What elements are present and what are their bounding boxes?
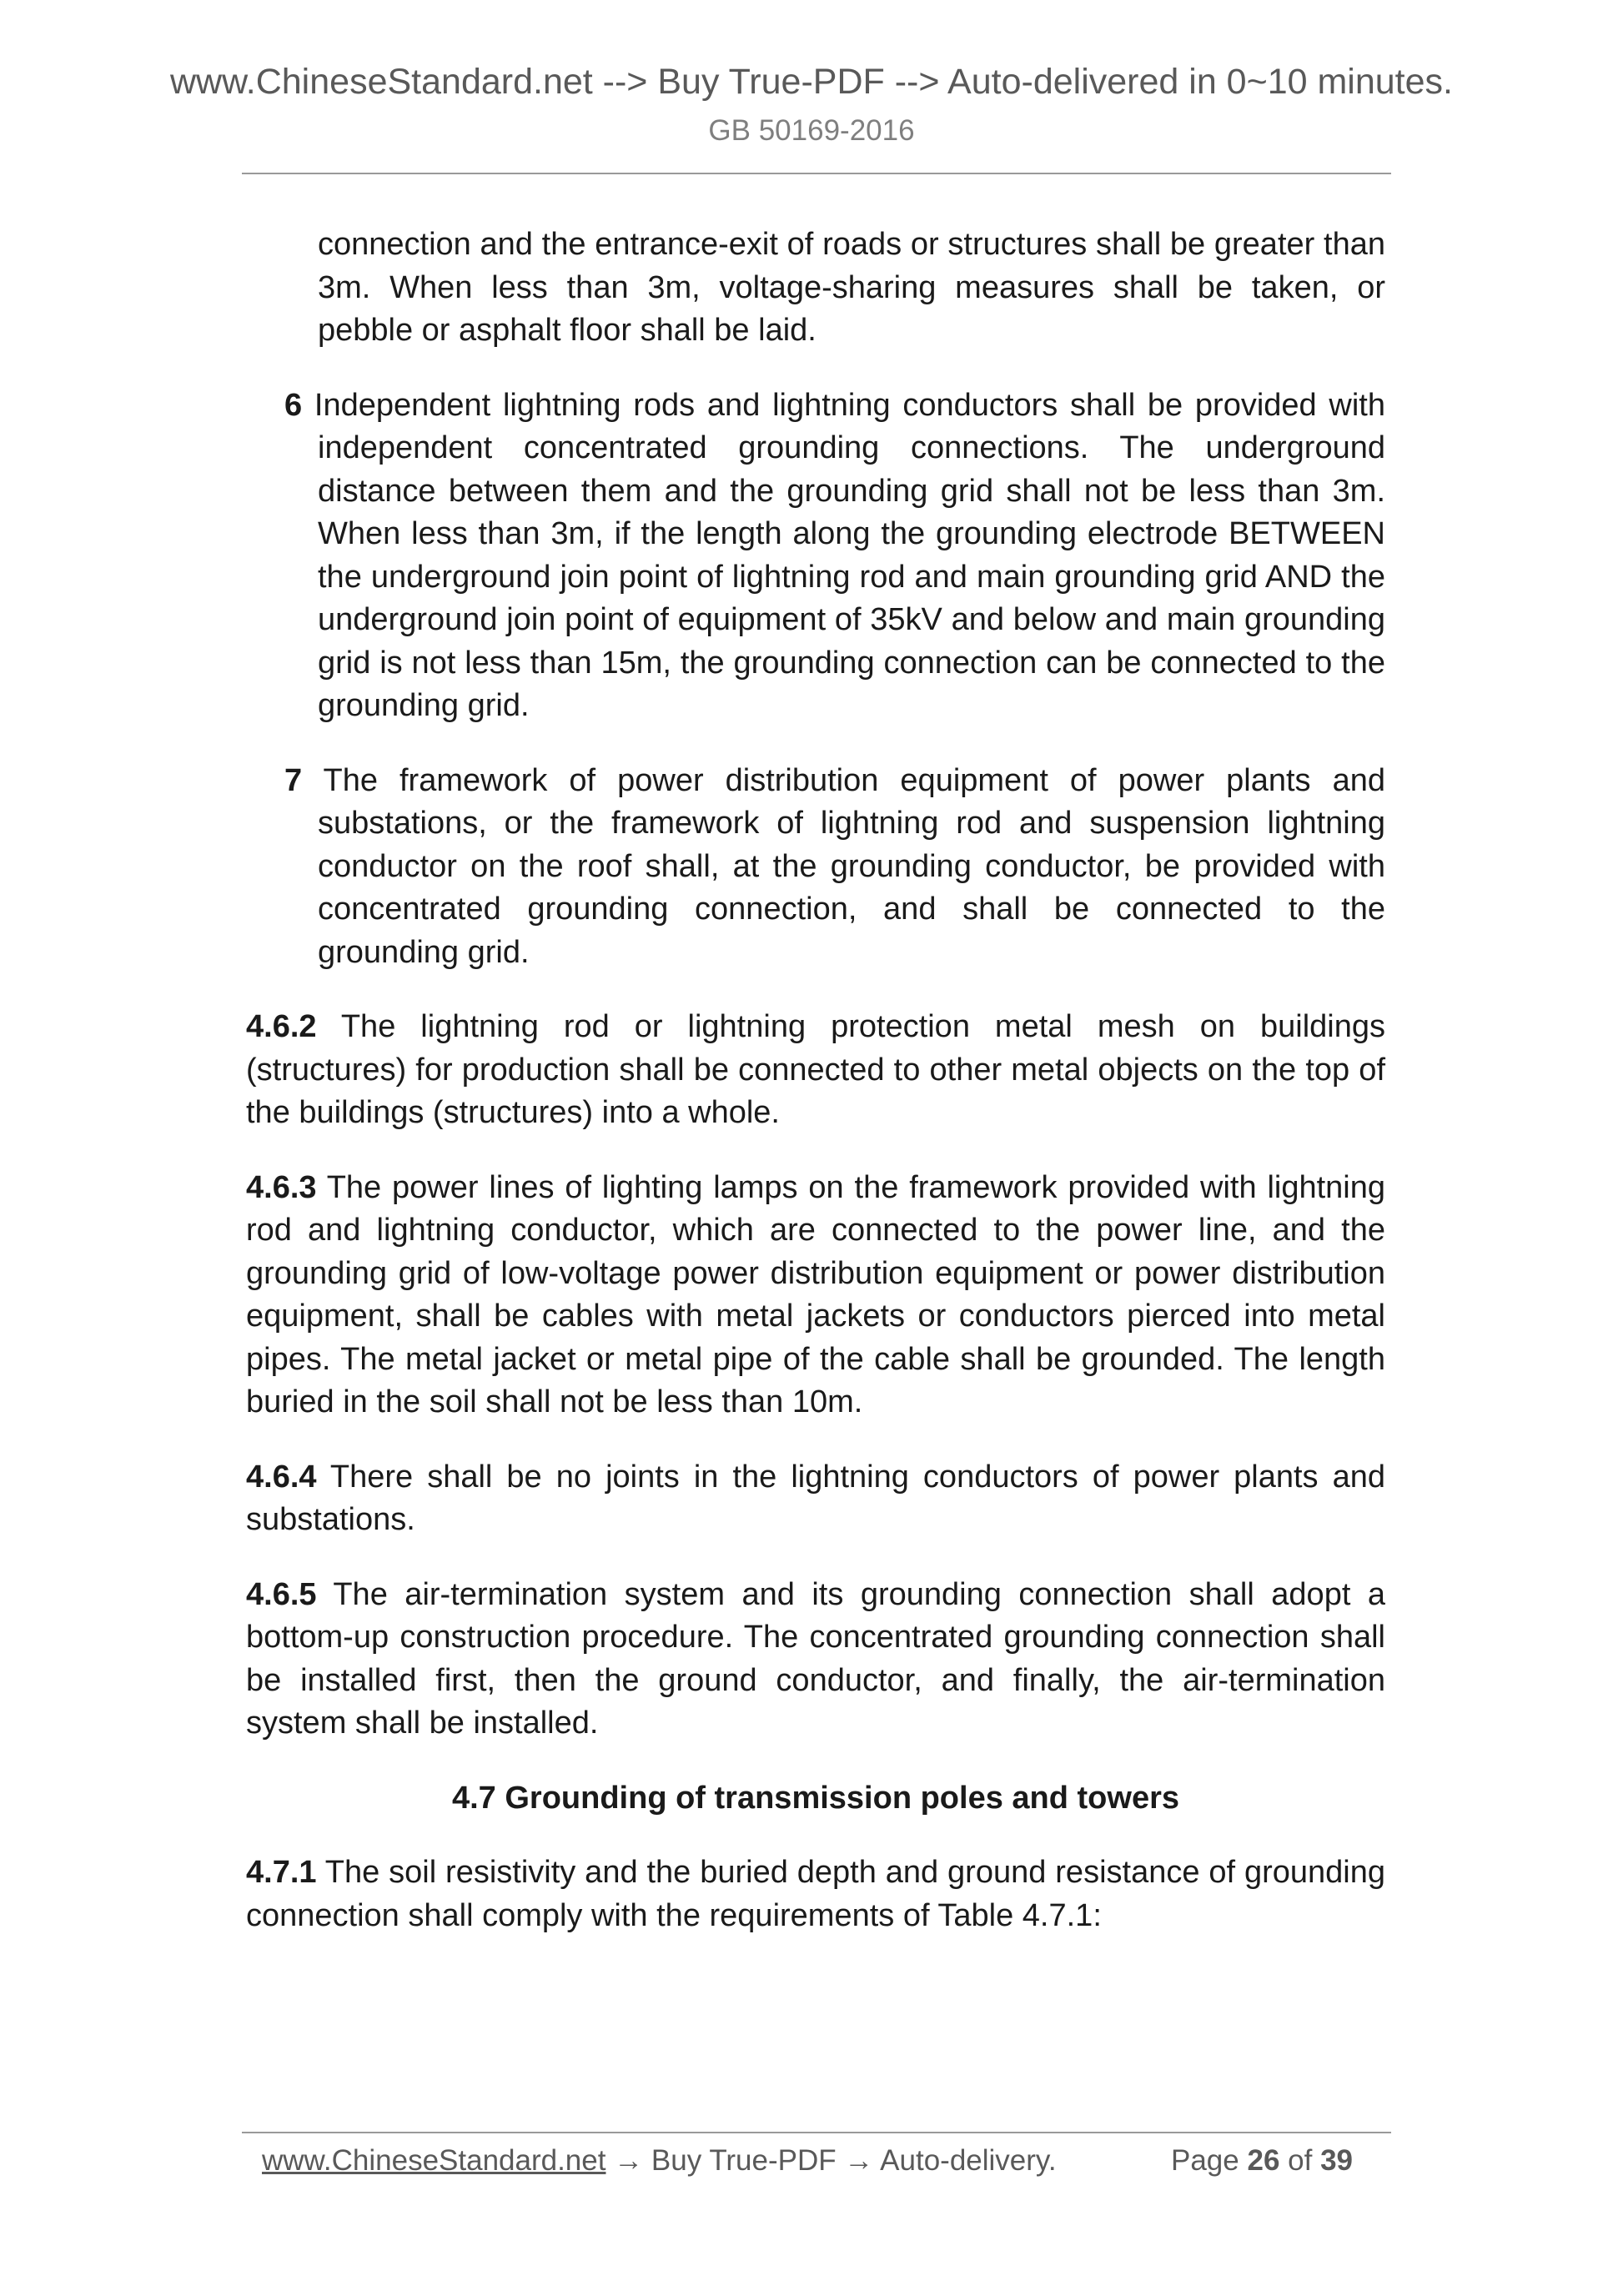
header-banner-text: www.ChineseStandard.net --> Buy True-PDF --> Auto-delivered in 0~10 minutes. (169, 62, 1453, 102)
page-header (0, 58, 1623, 150)
clause-4-7-1 (246, 1851, 1385, 1937)
list-item-6 (246, 384, 1385, 728)
item-number: 7 (284, 762, 303, 798)
of-label: of (1288, 2144, 1313, 2177)
clause-4-6-2 (246, 1006, 1385, 1135)
section-title: 4.7 Grounding of transmission poles and towers (451, 1780, 1179, 1816)
page-indicator (1171, 2136, 1353, 2186)
clause-4-6-5 (246, 1574, 1385, 1746)
clause-text: The power lines of lighting lamps on the framework provided with lightning rod and lightning conductor, which are connected to the power line, and the grounding grid of low-voltage power distribution equipment or power distribution equipment, shall be cables with metal jackets or conductors pierced into metal pipes. The metal jacket or metal pipe of the cable shall be grounded. The length buried in the soil shall not be less than 10m. (246, 1169, 1386, 1419)
clause-number: 4.6.2 (246, 1009, 317, 1044)
clause-text: There shall be no joints in the lightning conductors of power plants and substations. (246, 1459, 1386, 1537)
item-number: 6 (284, 387, 303, 423)
footer-site-link[interactable]: www.ChineseStandard.net (262, 2144, 606, 2177)
clause-number: 4.7.1 (246, 1855, 317, 1890)
footer-promo (262, 2136, 1057, 2186)
item-text: The framework of power distribution equipment of power plants and substations, or the framework of lightning rod and suspension lightning conductor on the roof shall, at the grounding conductor, be provided with concentrated grounding connection, and shall be connected to the grounding grid. (318, 762, 1385, 970)
clause-number: 4.6.3 (246, 1169, 317, 1205)
page-number: 26 (1247, 2144, 1280, 2177)
document-body (246, 224, 1385, 1969)
list-item-7 (246, 760, 1385, 975)
item-text: Independent lightning rods and lightning conductors shall be provided with independent concentrated grounding connections. The underground distance between them and the grounding grid shall not be less than 3m. When less than 3m, if the length along the grounding electrode BETWEEN the underground join point of lightning rod and main grounding grid AND the underground join point of equipment of 35kV and below and main grounding grid is not less than 15m, the grounding connection can be connected to the grounding grid. (314, 387, 1385, 723)
clause-text: The lightning rod or lightning protection metal mesh on buildings (structures) for production shall be connected to other metal objects on the top of the buildings (structures) into a whole. (246, 1009, 1386, 1130)
clause-number: 4.6.4 (246, 1459, 317, 1495)
clause-text: The soil resistivity and the buried depth and ground resistance of grounding connection shall comply with the requirements of Table 4.7.1: (246, 1855, 1385, 1933)
header-divider (242, 173, 1391, 174)
clause-text: The air-termination system and its grounding connection shall adopt a bottom-up construction procedure. The concentrated grounding connection shall be installed first, then the ground conductor, and finally, the air-termination system shall be installed. (246, 1576, 1386, 1741)
continued-paragraph: connection and the entrance-exit of roads or structures shall be greater than 3m. When less than 3m, voltage-sharing measures shall be taken, or pebble or asphalt floor shall be laid. (318, 227, 1385, 348)
clause-number: 4.6.5 (246, 1576, 317, 1612)
standard-number: GB 50169-2016 (708, 114, 915, 147)
total-pages: 39 (1320, 2144, 1354, 2177)
clause-4-6-4 (246, 1456, 1385, 1542)
clause-4-6-3 (246, 1167, 1385, 1424)
footer-promo-text: → Buy True-PDF → Auto-delivery. (605, 2144, 1057, 2177)
footer-divider (242, 2132, 1391, 2133)
page-label: Page (1171, 2144, 1239, 2177)
